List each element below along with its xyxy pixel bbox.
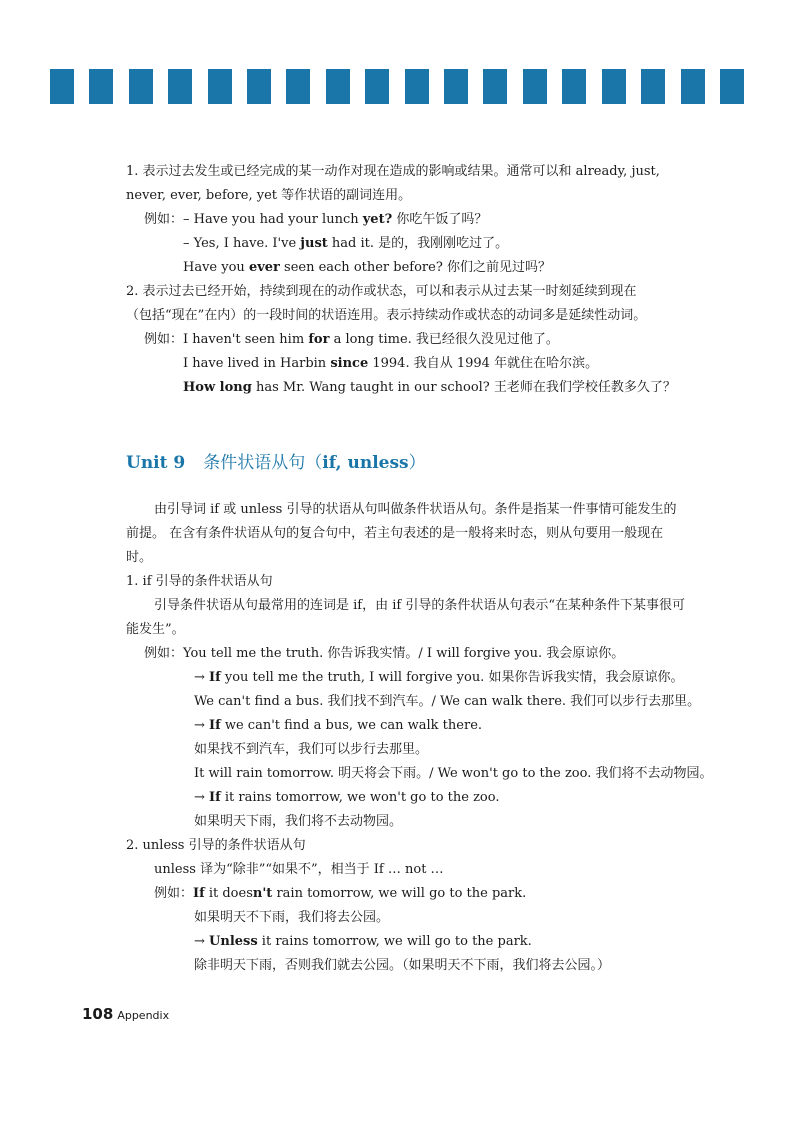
example-line (126, 208, 686, 232)
page-content (126, 160, 713, 978)
example-line (126, 786, 686, 810)
stripe-block (129, 69, 153, 104)
stripe-block (50, 69, 74, 104)
stripe-block (562, 69, 586, 104)
example-line: 如果明天不下雨，我们将去公园。 (194, 910, 390, 925)
stripe-block (681, 69, 705, 104)
example-line (126, 882, 686, 906)
section-heading: 1. if 引导的条件状语从句 (126, 574, 273, 589)
example-text: I haven't seen him (183, 332, 309, 347)
stripe-block (602, 69, 626, 104)
emphasis: If (193, 886, 205, 901)
example-line (126, 328, 686, 352)
stripe-block (444, 69, 468, 104)
emphasis: How long (183, 380, 252, 395)
emphasis: n't (252, 886, 273, 901)
emphasis: If (209, 670, 221, 685)
example-text: You tell me the truth. 你告诉我实情。/ I will forgive you. 我会原谅你。 (183, 646, 625, 661)
example-text: we can't find a bus, we can walk there. (220, 718, 483, 733)
paragraph-line: （包括“现在”在内）的一段时间的状语连用。表示持续动作或状态的动词多是延续性动词。 (126, 308, 647, 323)
example-text: it does (204, 886, 253, 901)
example-text: it rains tomorrow, we won't go to the zoo. (220, 790, 500, 805)
example-text: you tell me the truth, I will forgive you. 如果你告诉我实情，我会原谅你。 (220, 670, 684, 685)
example-text: had it. 是的，我刚刚吃过了。 (327, 236, 509, 251)
emphasis: Unless (209, 934, 258, 949)
example-line: 如果找不到汽车，我们可以步行去那里。 (194, 742, 429, 757)
footer-label: Appendix (117, 1009, 170, 1022)
stripe-block (247, 69, 271, 104)
emphasis: ever (248, 260, 280, 275)
paragraph-line: 1. 表示过去发生或已经完成的某一动作对现在造成的影响或结果。通常可以和 already, just, (126, 164, 660, 179)
example-line (126, 352, 686, 376)
emphasis: since (330, 356, 369, 371)
example-text: has Mr. Wang taught in our school? 王老师在我们学校任教多久了？ (251, 380, 676, 395)
paragraph-line: never, ever, before, yet 等作状语的副词连用。 (126, 188, 412, 203)
intro-paragraph: 由引导词 if 或 unless 引导的状语从句叫做条件状语从句。条件是指某一件事情可能发生的前提。 在含有条件状语从句的复合句中，若主句表述的是一般将来时态，则从句要用一般现在时。 (126, 502, 677, 565)
section-heading: 2. unless 引导的条件状语从句 (126, 838, 306, 853)
arrow-icon: → (194, 718, 210, 733)
unit-title-cn: 条件状语从句（ (203, 453, 323, 473)
example-translation: 你吃午饭了吗？ (392, 212, 488, 227)
arrow-icon: → (194, 934, 210, 949)
stripe-block (326, 69, 350, 104)
unit-label: Unit 9 (126, 453, 186, 473)
spacer (126, 400, 686, 424)
example-line: 如果明天下雨，我们将不去动物园。 (194, 814, 403, 829)
emphasis: If (209, 718, 221, 733)
emphasis: If (209, 790, 221, 805)
example-text: – Yes, I have. I've (183, 236, 301, 251)
spacer (126, 424, 686, 448)
unit-title-close: ） (408, 453, 426, 473)
example-text: Have you (183, 260, 249, 275)
example-line: 除非明天下雨，否则我们就去公园。（如果明天不下雨，我们将去公园。） (194, 958, 611, 973)
page-number: 108 (82, 1005, 114, 1023)
unit-title-en: if, unless (322, 453, 409, 473)
example-text: 1994. 我自从 1994 年就住在哈尔滨。 (368, 356, 599, 371)
emphasis: just (300, 236, 328, 251)
example-line (126, 666, 686, 690)
emphasis: yet? (362, 212, 393, 227)
example-text: seen each other before? 你们之前见过吗？ (279, 260, 551, 275)
example-label: 例如： (144, 646, 184, 661)
stripe-block (523, 69, 547, 104)
header-stripe-bar (50, 69, 744, 104)
stripe-block (208, 69, 232, 104)
example-line (126, 714, 686, 738)
stripe-block (405, 69, 429, 104)
stripe-block (641, 69, 665, 104)
stripe-block (365, 69, 389, 104)
stripe-block (720, 69, 744, 104)
example-line (126, 930, 686, 954)
example-label: 例如： (154, 886, 194, 901)
stripe-block (168, 69, 192, 104)
section-description: 引导条件状语从句最常用的连词是 if，由 if 引导的条件状语从句表示“在某种条件下某事很可能发生”。 (126, 598, 685, 637)
stripe-block (286, 69, 310, 104)
unit-heading (126, 448, 686, 478)
example-label: 例如： (144, 332, 184, 347)
example-line: It will rain tomorrow. 明天将会下雨。/ We won't go to the zoo. 我们将不去动物园。 (194, 766, 713, 781)
example-text: it rains tomorrow, we will go to the park. (257, 934, 532, 949)
example-text: a long time. 我已经很久没见过他了。 (329, 332, 559, 347)
example-text: – Have you had your lunch (183, 212, 363, 227)
example-text: I have lived in Harbin (183, 356, 331, 371)
example-line: We can't find a bus. 我们找不到汽车。/ We can walk there. 我们可以步行去那里。 (194, 694, 701, 709)
arrow-icon: → (194, 790, 210, 805)
example-line (126, 376, 686, 400)
example-line (126, 232, 686, 256)
example-line (126, 642, 686, 666)
arrow-icon: → (194, 670, 210, 685)
example-text: rain tomorrow, we will go to the park. (272, 886, 527, 901)
example-line (126, 256, 686, 280)
paragraph-line: 2. 表示过去已经开始，持续到现在的动作或状态，可以和表示从过去某一时刻延续到现在 (126, 284, 637, 299)
emphasis: for (308, 332, 330, 347)
stripe-block (89, 69, 113, 104)
page-footer (82, 1004, 169, 1023)
stripe-block (483, 69, 507, 104)
section-description: unless 译为“除非”“如果不”，相当于 If … not … (154, 862, 444, 877)
example-label: 例如： (144, 212, 184, 227)
